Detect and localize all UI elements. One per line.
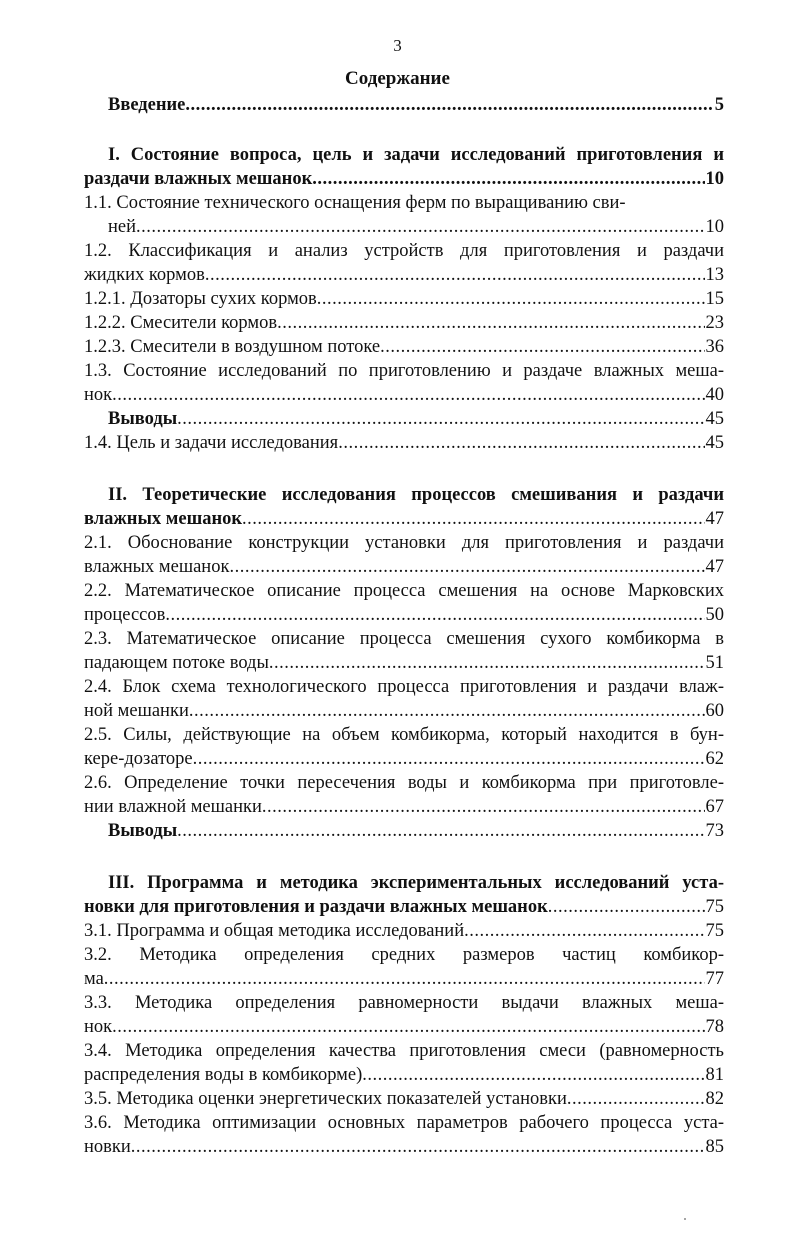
toc-entry-3-2: 3.2. Методика определения средних размеров частиц комбикор-: [84, 945, 724, 965]
toc-entry-1-3: 1.3. Состояние исследований по приготовлению и раздаче влажных меша-: [84, 361, 724, 381]
toc-entry-1-2-3: 1.2.3. Смесители в воздушном потоке ..... 36: [84, 335, 724, 359]
toc-entry-2-3: 2.3. Математическое описание процесса смешения сухого комбикорма в: [84, 629, 724, 649]
scan-speck: [684, 1218, 686, 1220]
toc-entry-2-6: 2.6. Определение точки пересечения воды и комбикорма при приготовле-: [84, 773, 724, 793]
toc-entry-3-2-end: ма ..... 77: [84, 967, 724, 991]
page-number: 3: [393, 36, 402, 55]
toc-entry-page: 5: [714, 95, 724, 115]
toc-entry-3-6: 3.6. Методика оптимизации основных параметров рабочего процесса уста-: [84, 1113, 724, 1133]
toc-entry-2-2: 2.2. Математическое описание процесса смешения на основе Марковских: [84, 581, 724, 601]
toc-entry-1-2: 1.2. Классификация и анализ устройств для приготовления и раздачи: [84, 241, 724, 261]
toc-entry-1-3-end: нок ..... 40: [84, 383, 724, 407]
toc-entry-2-5: 2.5. Силы, действующие на объем комбикорма, который находится в бун-: [84, 725, 724, 745]
toc-entry-2-3-end: падающем потоке воды ..... 51: [84, 651, 724, 675]
toc-entry-3-1: 3.1. Программа и общая методика исследований ..... 75: [84, 919, 724, 943]
toc-entry-3-4-end: распределения воды в комбикорме) ..... 81: [84, 1063, 724, 1087]
toc-entry-3-6-end: новки ..... 85: [84, 1135, 724, 1159]
toc-entry-2-5-end: кере-дозаторе ..... 62: [84, 747, 724, 771]
toc-entry-2-1-end: влажных мешанок ..... 47: [84, 555, 724, 579]
toc-entry-2-2-end: процессов ..... 50: [84, 603, 724, 627]
toc-chapter-1-heading: I. Состояние вопроса, цель и задачи исследований приготовления и: [108, 145, 724, 165]
toc-entry-conclusions-1: Выводы ..... 45: [108, 407, 724, 431]
toc-entry-conclusions-2: Выводы ..... 73: [108, 819, 724, 843]
toc-entry-2-4: 2.4. Блок схема технологического процесса приготовления и раздачи влаж-: [84, 677, 724, 697]
toc-entry-2-4-end: ной мешанки ..... 60: [84, 699, 724, 723]
toc-entry-3-3: 3.3. Методика определения равномерности выдачи влажных меша-: [84, 993, 724, 1013]
toc-chapter-2-heading: II. Теоретические исследования процессов смешивания и раздачи: [108, 485, 724, 505]
toc-entry-2-1: 2.1. Обоснование конструкции установки для приготовления и раздачи: [84, 533, 724, 553]
toc-entry-1-4: 1.4. Цель и задачи исследования ..... 45: [84, 431, 724, 455]
toc-chapter-3-heading-end: новки для приготовления и раздачи влажных мешанок ..... 75: [84, 895, 724, 919]
toc-entry-2-6-end: нии влажной мешанки ..... 67: [84, 795, 724, 819]
toc-entry-introduction: [108, 93, 724, 117]
toc-entry-1-1: 1.1. Состояние технического оснащения ферм по выращиванию сви-: [84, 193, 626, 213]
toc-entry-1-1-end: ней ..... 10: [108, 215, 724, 239]
toc-entry-3-4: 3.4. Методика определения качества приготовления смеси (равномерность: [84, 1041, 724, 1061]
page-title: Содержание: [345, 68, 450, 89]
toc-chapter-3-heading: III. Программа и методика экспериментальных исследований уста-: [108, 873, 724, 893]
toc-entry-3-3-end: нок ..... 78: [84, 1015, 724, 1039]
toc-entry-1-2-end: жидких кормов ..... 13: [84, 263, 724, 287]
toc-chapter-1-heading-end: раздачи влажных мешанок ..... 10: [84, 167, 724, 191]
toc-entry-1-2-1: 1.2.1. Дозаторы сухих кормов ..... 15: [84, 287, 724, 311]
toc-chapter-2-heading-end: влажных мешанок ..... 47: [84, 507, 724, 531]
toc-entry-3-5: 3.5. Методика оценки энергетических показателей установки ..... 82: [84, 1087, 724, 1111]
toc-entry-1-2-2: 1.2.2. Смесители кормов ..... 23: [84, 311, 724, 335]
toc-entry-text: Введение: [108, 95, 186, 115]
